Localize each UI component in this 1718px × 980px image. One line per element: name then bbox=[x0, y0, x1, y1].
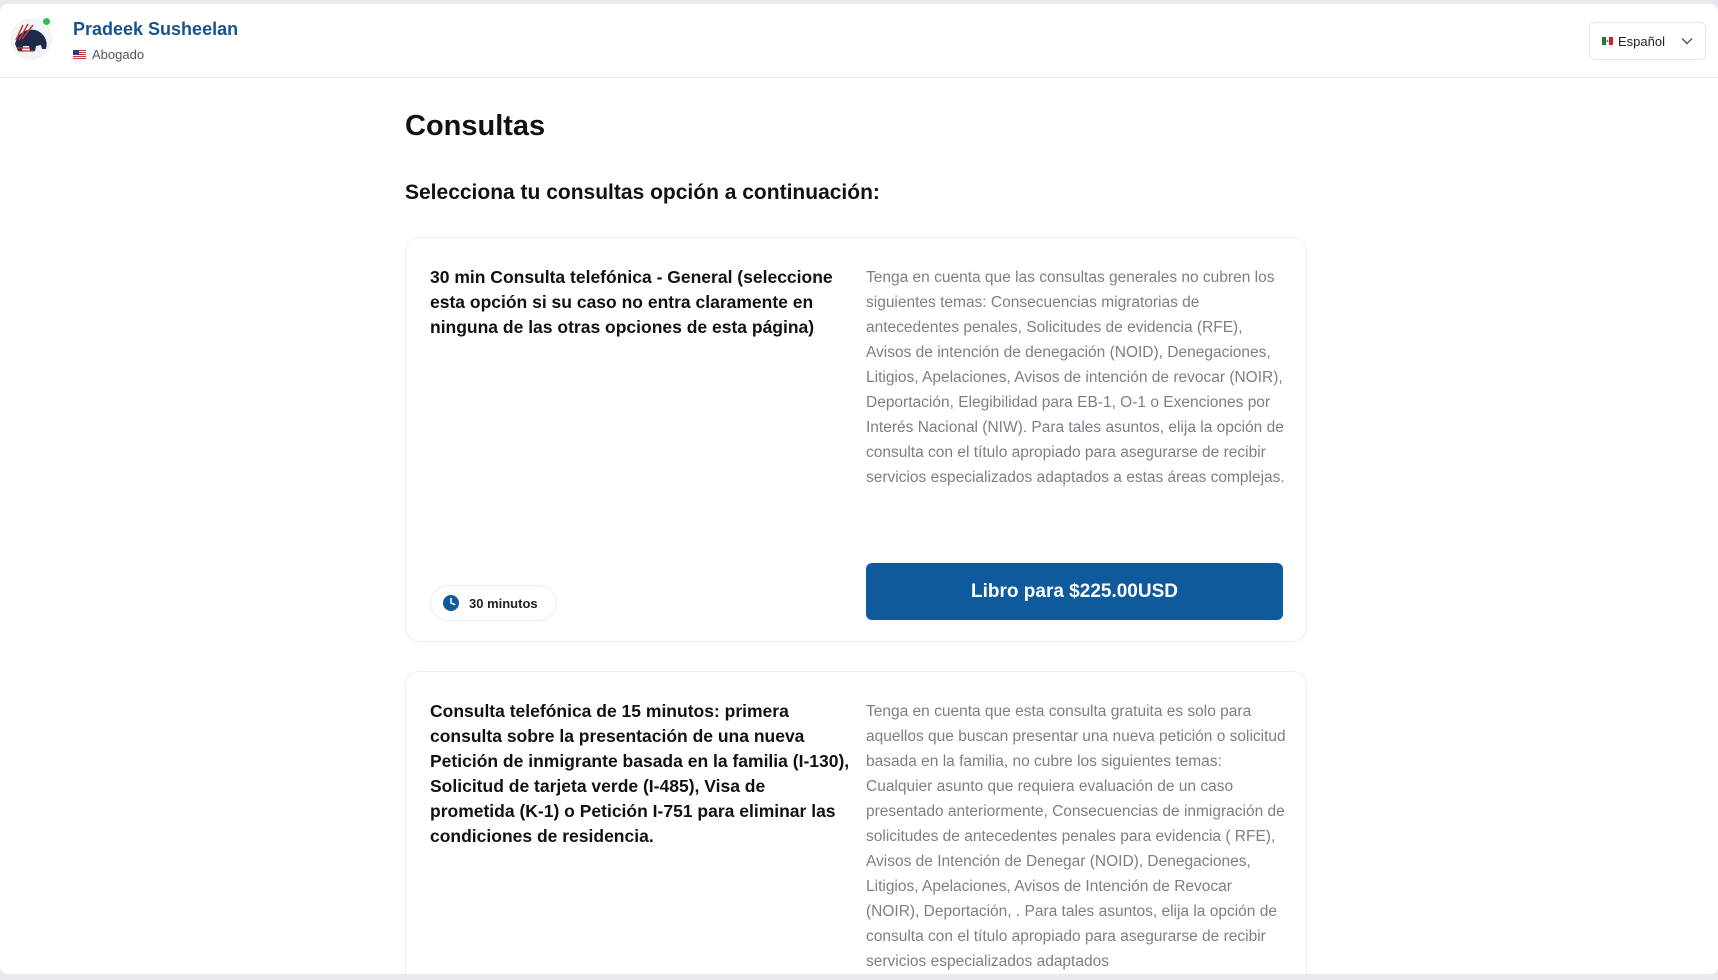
us-flag-icon bbox=[73, 50, 86, 59]
language-select[interactable] bbox=[1589, 22, 1706, 60]
duration-label: 30 minutos bbox=[469, 595, 538, 611]
page-title: Consultas bbox=[405, 110, 546, 142]
profile-name[interactable]: Pradeek Susheelan bbox=[73, 19, 239, 39]
clock-icon bbox=[443, 595, 459, 611]
section-subtitle: Selecciona tu consultas opción a continuación: bbox=[405, 181, 880, 204]
consultation-title: Consulta telefónica de 15 minutos: primera consulta sobre la presentación de una nueva Petición de inmigrante basada en la familia (I-130), Solicitud de tarjeta verde (I-485), Visa de prometida (K-1) o Petición I-751 para eliminar las condiciones de residencia. bbox=[430, 701, 850, 846]
consultation-card bbox=[405, 671, 1307, 974]
chevron-down-icon bbox=[1681, 37, 1693, 45]
consultation-title: 30 min Consulta telefónica - General (seleccione esta opción si su caso no entra claramente en ninguna de las otras opciones de esta página) bbox=[430, 267, 833, 337]
online-status-dot bbox=[42, 17, 51, 26]
header bbox=[0, 4, 1718, 78]
app-frame bbox=[0, 4, 1718, 974]
language-label: Español bbox=[1618, 33, 1665, 49]
duration-badge bbox=[430, 585, 557, 621]
consultation-card bbox=[405, 237, 1307, 642]
profile-role bbox=[73, 47, 144, 62]
consultation-description: Tenga en cuenta que esta consulta gratuita es solo para aquellos que buscan presentar una nueva petición o solicitud basada en la familia, no cubre los siguientes temas: Cualquier asunto que requiera evaluación de un caso presentado anteriormente, Consecuencias de inmigración de solicitudes de antecedentes penales para evidencia ( RFE), Avisos de Intención de Denegar (NOID), Denegaciones, Litigios, Apelaciones, Avisos de Intención de Revocar (NOIR), Deportación, . Para tales asuntos, elija la opción de consulta con el título apropiado para asegurarse de recibir servicios especializados adaptados bbox=[866, 703, 1286, 970]
mx-flag-icon bbox=[1602, 37, 1613, 45]
profile-role-label: Abogado bbox=[92, 47, 145, 62]
book-button[interactable]: Libro para $225.00USD bbox=[866, 563, 1283, 620]
consultation-description: Tenga en cuenta que las consultas generales no cubren los siguientes temas: Consecuencias migratorias de antecedentes penales, Solicitudes de evidencia (RFE), Avisos de intención de denegación (NOID), Denegaciones, Litigios, Apelaciones, Avisos de intención de revocar (NOIR), Deportación, Elegibilidad para EB-1, O-1 o Exenciones por Interés Nacional (NIW). Para tales asuntos, elija la opción de consulta con el título apropiado para asegurarse de recibir servicios especializados adaptados a estas áreas complejas. bbox=[866, 269, 1285, 486]
